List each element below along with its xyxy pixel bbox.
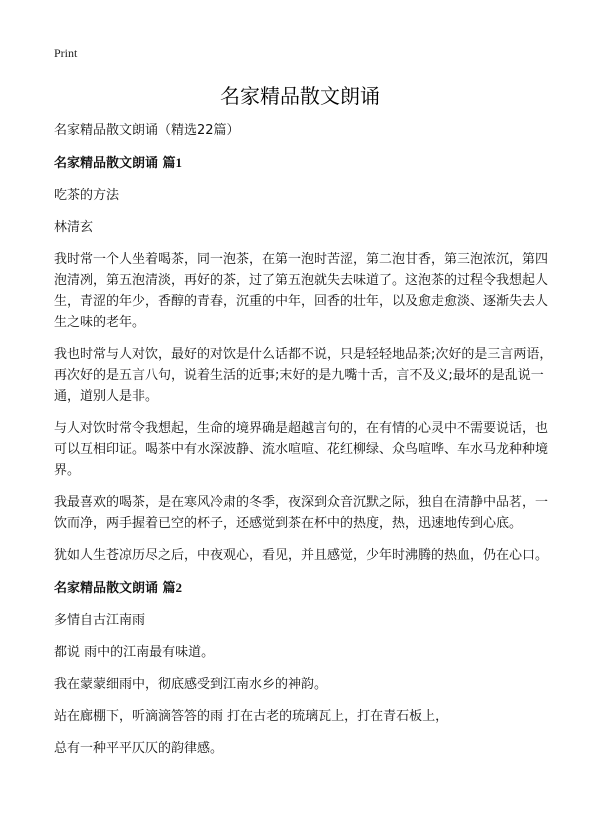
paragraph: 总有一种平平仄仄的韵律感。	[54, 741, 224, 756]
document-content	[54, 120, 554, 770]
paragraph: 都说 雨中的江南最有味道。	[54, 645, 215, 660]
essay-title: 多情自古江南雨	[54, 613, 146, 628]
paragraph: 我时常一个人坐着喝茶，同一泡茶，在第一泡时苦涩，第二泡甘香，第三泡浓沉，第四泡清冽，第五泡清淡，再好的茶，过了第五泡就失去味道了。这泡茶的过程令我想起人生，青涩的年少，香醇的青春，沉重的中年，回香的壮年，以及愈走愈淡、逐渐失去人生之味的老年。	[54, 252, 549, 330]
document-title: 名家精品散文朗诵	[220, 84, 380, 108]
document-subtitle: 名家精品散文朗诵（精选22篇）	[54, 123, 240, 138]
paragraph: 犹如人生苍凉历尽之后，中夜观心，看见，并且感觉，少年时沸腾的热血，仍在心口。	[54, 548, 549, 563]
section-heading-2	[54, 577, 554, 599]
section-heading-1	[54, 152, 554, 174]
paragraph: 与人对饮时常令我想起，生命的境界确是超越言句的，在有情的心灵中不需要说话，也可以互相印证。喝茶中有水深波静、流水喧喧、花红柳绿、众鸟喧哗、车水马龙种种境界。	[54, 421, 549, 478]
print-link[interactable]: Print	[54, 46, 78, 60]
section-heading-text: 名家精品散文朗诵	[54, 156, 159, 171]
paragraph: 我在蒙蒙细雨中，彻底感受到江南水乡的神韵。	[54, 677, 328, 692]
section-number: 篇2	[162, 580, 183, 595]
essay-author: 林清玄	[54, 220, 94, 235]
paragraph: 我最喜欢的喝茶，是在寒风冷肃的冬季，夜深到众音沉默之际，独自在清静中品茗，一饮而净，两手握着已空的杯子，还感觉到茶在杯中的热度，热，迅速地传到心底。	[54, 495, 549, 531]
essay-title: 吃茶的方法	[54, 188, 120, 203]
paragraph: 我也时常与人对饮，最好的对饮是什么话都不说，只是轻轻地品茶;次好的是三言两语，再次好的是五言八句，说着生活的近事;末好的是九嘴十舌，言不及义;最坏的是乱说一通，道别人是非。	[54, 347, 553, 404]
section-heading-text: 名家精品散文朗诵	[54, 581, 159, 596]
section-number: 篇1	[162, 155, 183, 170]
paragraph: 站在廊棚下，听滴滴答答的雨 打在古老的琉璃瓦上，打在青石板上，	[54, 709, 449, 724]
